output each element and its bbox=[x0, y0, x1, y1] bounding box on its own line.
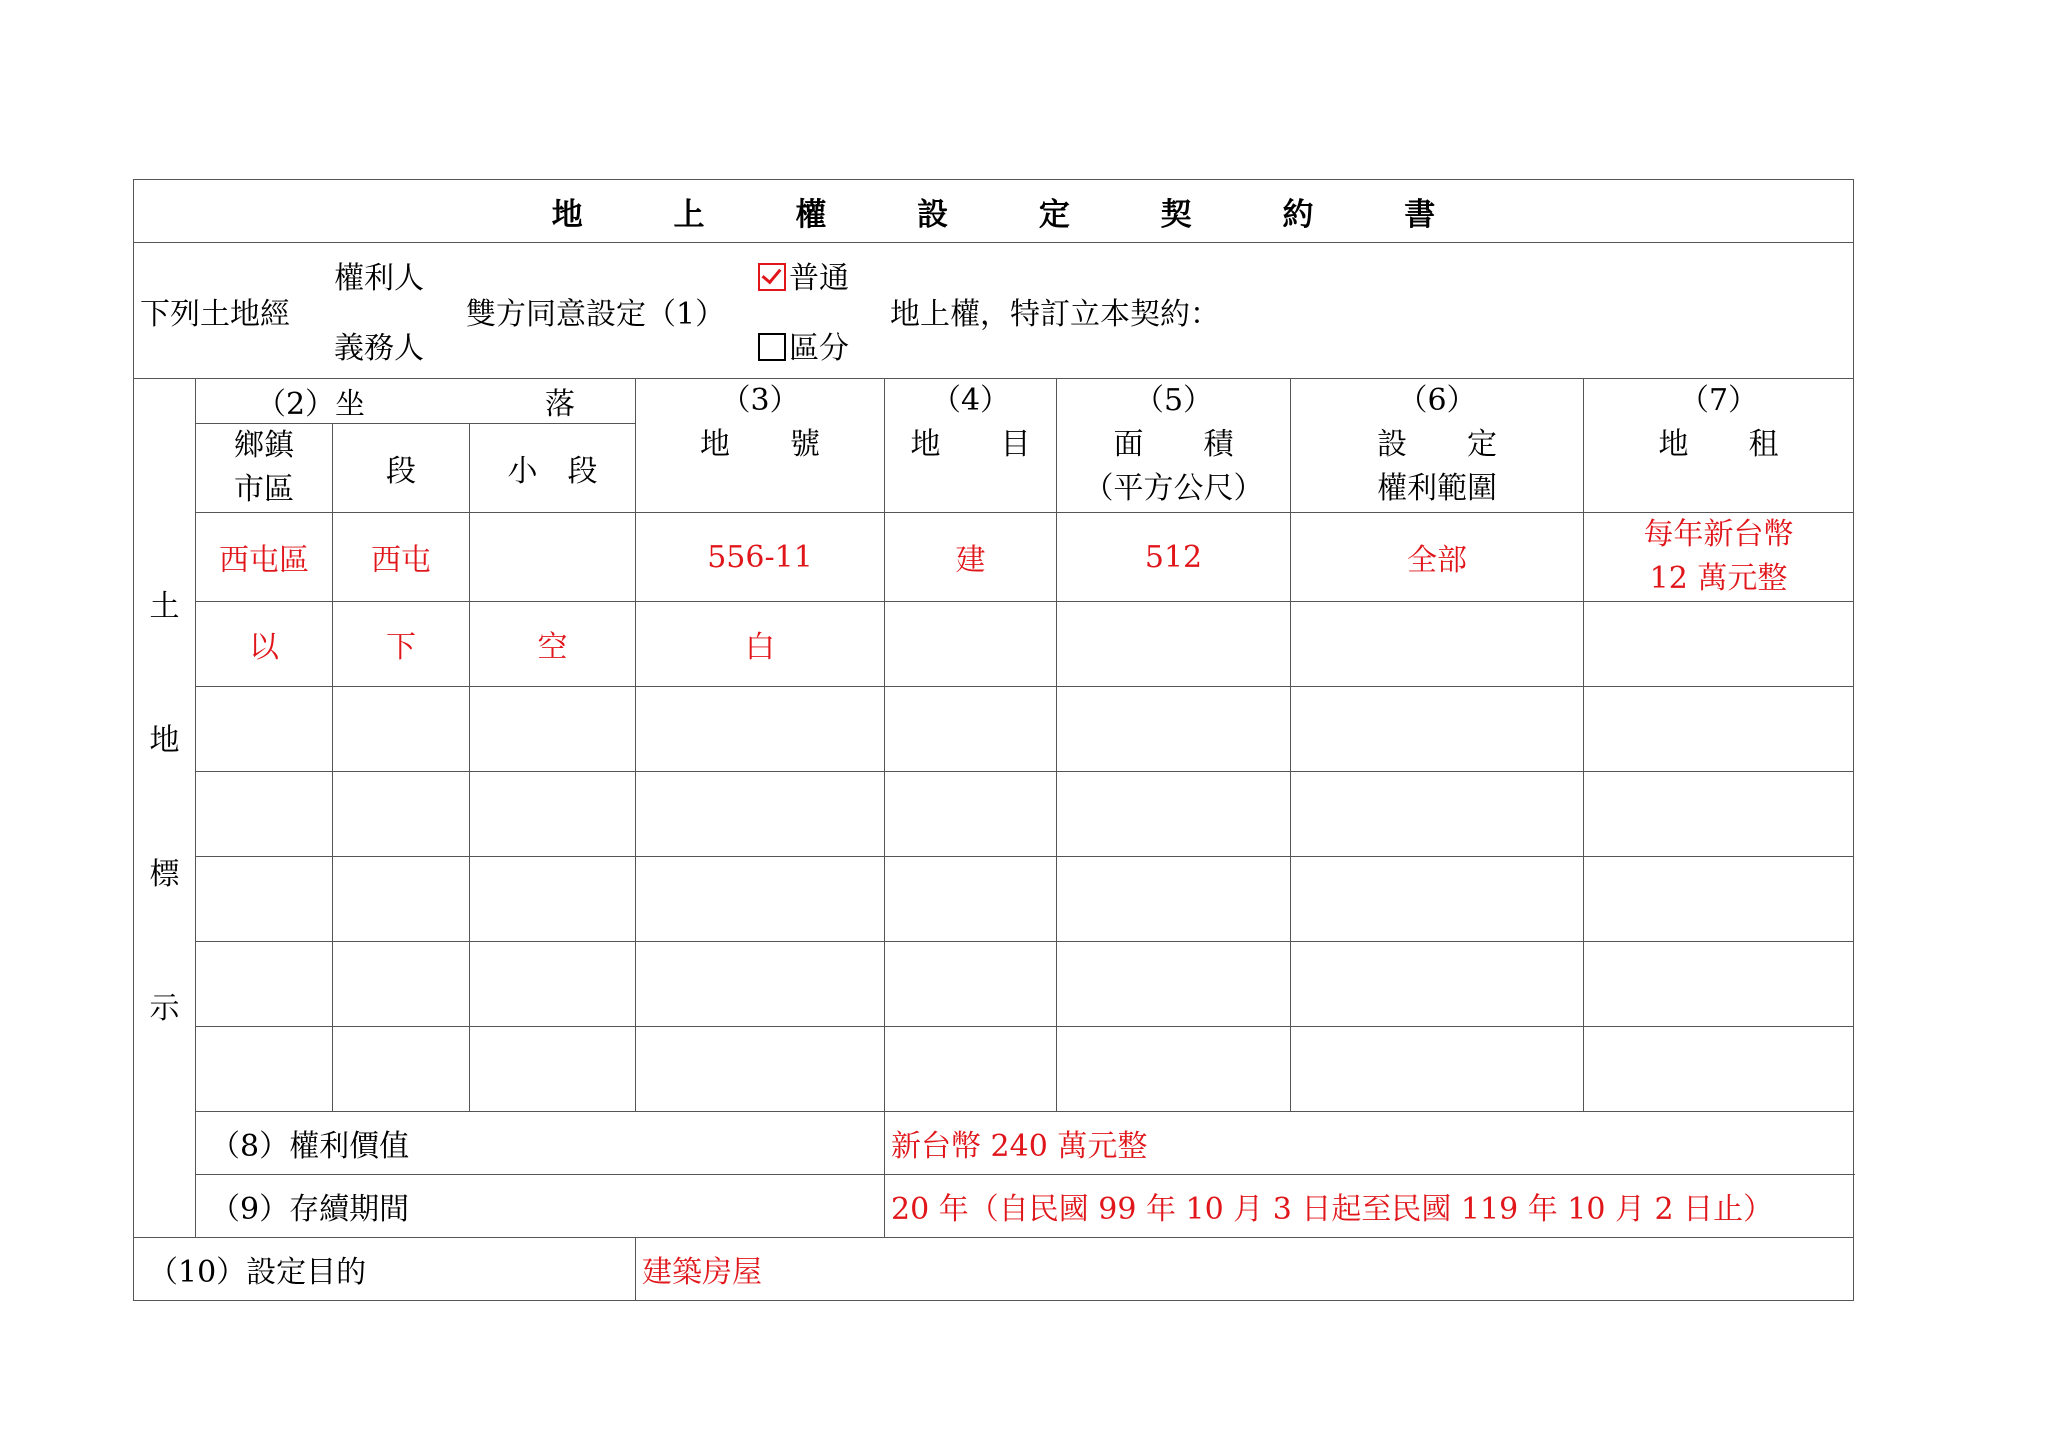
empty-cell[interactable] bbox=[470, 942, 636, 1027]
table-row bbox=[134, 513, 1854, 602]
township-header-line2: 市區 bbox=[234, 472, 294, 507]
cell-area[interactable] bbox=[1057, 602, 1291, 687]
empty-cell[interactable] bbox=[196, 857, 333, 942]
section-header: 段 bbox=[333, 424, 470, 513]
party-rights-holder: 權利人 bbox=[334, 261, 424, 296]
cell-rent-line1: 每年新台幣 bbox=[1643, 517, 1794, 552]
empty-cell[interactable] bbox=[1057, 942, 1291, 1027]
rights-scope-header-label: 設 定 bbox=[1377, 427, 1497, 462]
empty-cell[interactable] bbox=[333, 942, 470, 1027]
checkbox-checked-icon[interactable] bbox=[758, 263, 786, 291]
cell-land-category[interactable] bbox=[885, 602, 1057, 687]
purpose-label: （10）設定目的 bbox=[134, 1238, 636, 1301]
empty-cell[interactable] bbox=[885, 687, 1057, 772]
township-header-line1: 鄉鎮 bbox=[234, 428, 294, 463]
rights-scope-header bbox=[1291, 379, 1584, 513]
empty-cell[interactable] bbox=[333, 857, 470, 942]
empty-cell[interactable] bbox=[1291, 687, 1584, 772]
side-char: 地 bbox=[149, 723, 180, 758]
intro-agree: 雙方同意設定（1） bbox=[466, 297, 726, 332]
empty-cell[interactable] bbox=[1584, 687, 1854, 772]
cell-rent-line2: 12 萬元整 bbox=[1649, 561, 1788, 596]
option-divided-label: 區分 bbox=[789, 331, 849, 366]
empty-cell[interactable] bbox=[1584, 857, 1854, 942]
rights-value-label: （8）權利價值 bbox=[196, 1112, 885, 1175]
cell-rights-scope[interactable] bbox=[1291, 602, 1584, 687]
cell-subsection[interactable]: 空 bbox=[470, 602, 636, 687]
empty-cell[interactable] bbox=[470, 857, 636, 942]
duration-field[interactable]: 20 年（自民國 99 年 10 月 3 日起至民國 119 年 10 月 2 日止） bbox=[885, 1175, 1854, 1238]
table-row bbox=[134, 942, 1854, 1027]
area-header-label: 面 積 bbox=[1113, 427, 1234, 462]
empty-cell[interactable] bbox=[636, 687, 885, 772]
cell-rent[interactable] bbox=[1584, 602, 1854, 687]
land-label-column bbox=[134, 379, 196, 1238]
empty-cell[interactable] bbox=[885, 1027, 1057, 1112]
empty-cell[interactable] bbox=[196, 942, 333, 1027]
intro-prefix: 下列土地經 bbox=[140, 297, 290, 332]
empty-cell[interactable] bbox=[196, 772, 333, 857]
rent-header-label: 地 租 bbox=[1658, 427, 1779, 462]
empty-cell[interactable] bbox=[1291, 772, 1584, 857]
empty-cell[interactable] bbox=[470, 687, 636, 772]
cell-area[interactable]: 512 bbox=[1057, 513, 1291, 602]
empty-cell[interactable] bbox=[1057, 1027, 1291, 1112]
side-char: 標 bbox=[149, 857, 180, 892]
side-char: 土 bbox=[149, 589, 180, 624]
empty-cell[interactable] bbox=[1584, 1027, 1854, 1112]
cell-rights-scope[interactable]: 全部 bbox=[1291, 513, 1584, 602]
empty-cell[interactable] bbox=[470, 1027, 636, 1112]
party-obligor: 義務人 bbox=[334, 331, 424, 366]
empty-cell[interactable] bbox=[1291, 857, 1584, 942]
empty-cell[interactable] bbox=[333, 772, 470, 857]
lot-number-header-index: （3） bbox=[720, 383, 800, 418]
area-header-index: （5） bbox=[1133, 383, 1214, 418]
lot-number-header-label: 地 號 bbox=[700, 427, 820, 462]
rights-scope-header-index: （6） bbox=[1397, 383, 1477, 418]
table-row bbox=[134, 602, 1854, 687]
empty-cell[interactable] bbox=[636, 1027, 885, 1112]
empty-cell[interactable] bbox=[636, 857, 885, 942]
intro-suffix: 地上權，特訂立本契約： bbox=[890, 297, 1220, 332]
rights-value-field[interactable]: 新台幣 240 萬元整 bbox=[885, 1112, 1854, 1175]
contract-title: 地 上 權 設 定 契 約 書 bbox=[134, 180, 1854, 243]
township-header bbox=[196, 424, 333, 513]
empty-cell[interactable] bbox=[1291, 1027, 1584, 1112]
land-category-header bbox=[885, 379, 1057, 513]
rights-scope-header-label2: 權利範圍 bbox=[1377, 471, 1497, 506]
land-category-header-index: （4） bbox=[930, 383, 1011, 418]
empty-cell[interactable] bbox=[885, 857, 1057, 942]
side-char: 示 bbox=[149, 991, 180, 1026]
empty-cell[interactable] bbox=[470, 772, 636, 857]
cell-lot-number[interactable]: 556-11 bbox=[636, 513, 885, 602]
purpose-field[interactable]: 建築房屋 bbox=[636, 1238, 1854, 1301]
empty-cell[interactable] bbox=[1057, 857, 1291, 942]
area-header-unit: （平方公尺） bbox=[1083, 471, 1264, 506]
option-divided[interactable] bbox=[758, 323, 849, 367]
contract-table bbox=[133, 179, 1854, 1301]
empty-cell[interactable] bbox=[196, 687, 333, 772]
subsection-header: 小 段 bbox=[470, 424, 636, 513]
empty-cell[interactable] bbox=[885, 772, 1057, 857]
rent-header bbox=[1584, 379, 1854, 513]
intro-section bbox=[134, 243, 1854, 379]
option-normal-label: 普通 bbox=[789, 261, 849, 296]
area-header bbox=[1057, 379, 1291, 513]
table-row bbox=[134, 857, 1854, 942]
cell-section[interactable]: 下 bbox=[333, 602, 470, 687]
land-category-header-label: 地 目 bbox=[910, 427, 1031, 462]
location-header: （2）坐 落 bbox=[196, 379, 636, 424]
rent-header-index: （7） bbox=[1678, 383, 1759, 418]
cell-land-category[interactable]: 建 bbox=[885, 513, 1057, 602]
empty-cell[interactable] bbox=[333, 687, 470, 772]
cell-lot-number[interactable]: 白 bbox=[636, 602, 885, 687]
lot-number-header bbox=[636, 379, 885, 513]
empty-cell[interactable] bbox=[1291, 942, 1584, 1027]
empty-cell[interactable] bbox=[1584, 772, 1854, 857]
empty-cell[interactable] bbox=[1584, 942, 1854, 1027]
table-row bbox=[134, 772, 1854, 857]
cell-rent[interactable] bbox=[1584, 513, 1854, 602]
empty-cell[interactable] bbox=[1057, 687, 1291, 772]
option-normal[interactable] bbox=[758, 253, 849, 297]
empty-cell[interactable] bbox=[196, 1027, 333, 1112]
cell-township[interactable]: 以 bbox=[196, 602, 333, 687]
empty-cell[interactable] bbox=[885, 942, 1057, 1027]
duration-label: （9）存續期間 bbox=[196, 1175, 885, 1238]
empty-cell[interactable] bbox=[636, 772, 885, 857]
cell-township[interactable]: 西屯區 bbox=[196, 513, 333, 602]
table-row bbox=[134, 1027, 1854, 1112]
empty-cell[interactable] bbox=[333, 1027, 470, 1112]
cell-subsection[interactable] bbox=[470, 513, 636, 602]
checkbox-empty-icon[interactable] bbox=[758, 333, 786, 361]
empty-cell[interactable] bbox=[1057, 772, 1291, 857]
contract-form bbox=[133, 179, 1853, 1301]
empty-cell[interactable] bbox=[636, 942, 885, 1027]
cell-section[interactable]: 西屯 bbox=[333, 513, 470, 602]
table-row bbox=[134, 687, 1854, 772]
